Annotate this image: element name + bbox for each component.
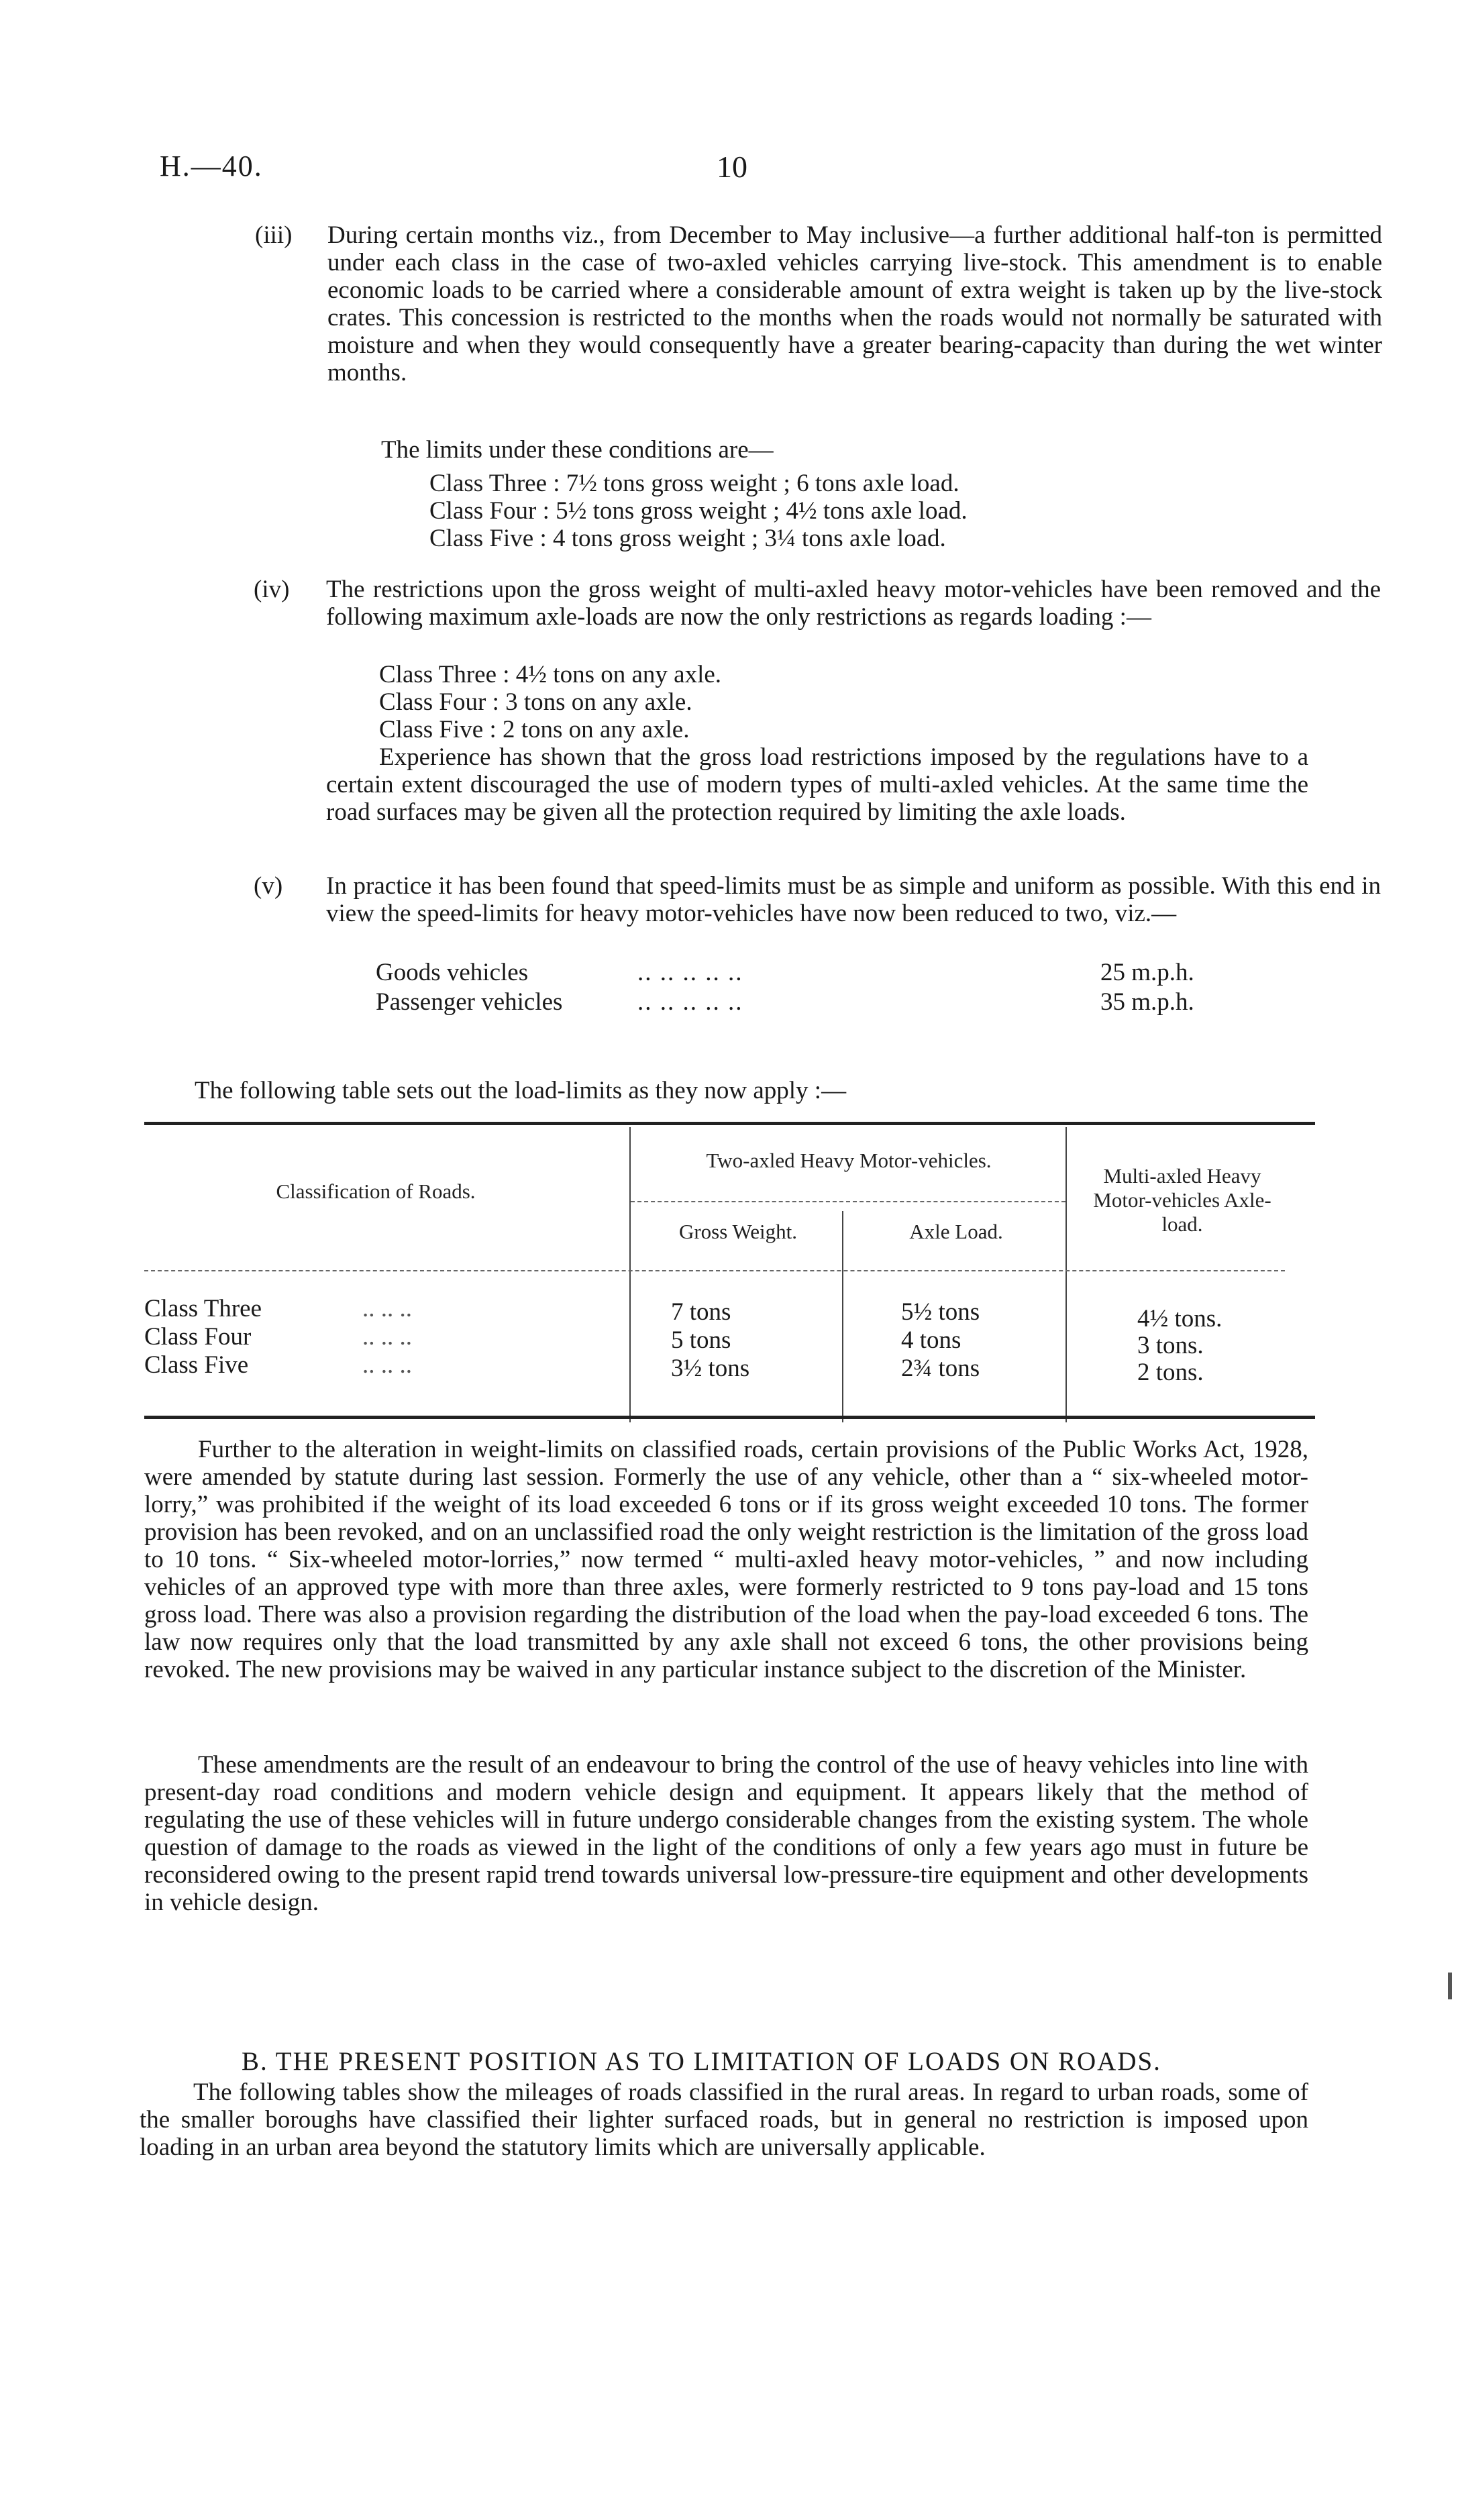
row-multi-axle: 2 tons.: [1137, 1359, 1204, 1386]
table-divider-vertical: [842, 1211, 843, 1422]
leader-dots: .. .. ..: [362, 1351, 412, 1379]
section-iii-number: (iii): [255, 221, 293, 249]
speed-limit-row: [376, 958, 1315, 988]
section-v-number: (v): [254, 872, 283, 900]
row-class: Class Four: [144, 1323, 252, 1351]
header-two-axled: Two-axled Heavy Motor-vehicles.: [706, 1149, 992, 1172]
section-iii-paragraph: [255, 221, 1382, 386]
speed-limit-label: Goods vehicles: [376, 959, 529, 986]
scan-edge-mark: [1448, 1973, 1452, 1999]
section-iv-text: The restrictions upon the gross weight of multi-axled heavy motor-vehicles have been removed and the following maximum axle-loads are now the only restrictions as regards loading :—: [326, 576, 1381, 631]
table-divider-vertical: [629, 1127, 631, 1422]
header-bottom-rule: [144, 1270, 1285, 1271]
header-classification: Classification of Roads.: [276, 1179, 476, 1203]
page-number: 10: [717, 150, 747, 184]
table-divider-vertical: [1065, 1127, 1067, 1422]
table-top-rule: [144, 1122, 1315, 1125]
row-multi-axle: 3 tons.: [1137, 1332, 1204, 1359]
table-intro: The following table sets out the load-limits as they now apply :—: [195, 1077, 847, 1104]
section-iv-experience: Experience has shown that the gross load restrictions imposed by the regulations have to a certain extent discouraged the use of modern types of multi-axled vehicles. At the same time the road surfaces may be given all the protection required by limiting the axle loads.: [326, 743, 1308, 826]
row-multi-axle: 4½ tons.: [1137, 1305, 1222, 1332]
leader-dots: .. .. .. .. ..: [637, 988, 743, 1016]
limit-line-class-four: Class Four : 5½ tons gross weight ; 4½ tons axle load.: [429, 497, 968, 525]
speed-limit-value: 35 m.p.h.: [1100, 988, 1194, 1016]
header-gross-weight: Gross Weight.: [678, 1220, 798, 1243]
paragraph-amendments: These amendments are the result of an endeavour to bring the control of the use of heavy vehicles into line with present-day road conditions and modern vehicle design and equipment. It appears likely that the method of regulating the use of these vehicles will in future undergo considerable changes from the existing system. The whole question of damage to the roads as viewed in the light of the conditions of only a few years ago must in future be reconsidered owing to the present rapid trend towards universal low-pressure-tire equipment and other developments in vehicle design.: [144, 1751, 1308, 1916]
header-sub-rule: [631, 1201, 1065, 1202]
section-b-paragraph: The following tables show the mileages of roads classified in the rural areas. In regard to urban roads, some of the smaller boroughs have classified their lighter surfaced roads, but in general no restriction is imposed upon loading in an urban area beyond the statutory limits which are universally applicable.: [140, 2079, 1308, 2161]
row-axle-load: 2¾ tons: [901, 1355, 980, 1382]
section-iv-number: (iv): [254, 576, 290, 603]
axle-limit-class-four: Class Four : 3 tons on any axle.: [379, 688, 692, 716]
row-gross-weight: 5 tons: [671, 1326, 731, 1354]
section-iii-intro: The limits under these conditions are—: [381, 436, 774, 464]
limit-line-class-five: Class Five : 4 tons gross weight ; 3¼ tons axle load.: [429, 525, 946, 552]
row-axle-load: 4 tons: [901, 1326, 961, 1354]
section-iv-paragraph: [254, 576, 1381, 631]
leader-dots: .. .. ..: [362, 1323, 412, 1351]
limit-line-class-three: Class Three : 7½ tons gross weight ; 6 tons axle load.: [429, 470, 959, 497]
speed-limit-row: [376, 988, 1315, 1017]
paragraph-public-works: Further to the alteration in weight-limits on classified roads, certain provisions of the Public Works Act, 1928, were amended by statute during last session. Formerly the use of any vehicle, other than a “ six-wheeled motor-lorry,” was prohibited if the weight of its load exceeded 6 tons or if its gross weight exceeded 10 tons. The former provision has been revoked, and on an unclassified road the only weight restriction is the limitation of the gross load to 10 tons. “ Six-wheeled motor-lorries,” now termed “ multi-axled heavy motor-vehicles, ” and now including vehicles of an approved type with more than three axles, were formerly restricted to 9 tons pay-load and 15 tons gross load. There was also a provision regarding the distribution of the load when the pay-load exceeded 6 tons. The law now requires only that the load transmitted by any axle shall not exceed 6 tons, the other provisions being revoked. The new provisions may be waived in any particular instance subject to the discretion of the Minister.: [144, 1436, 1308, 1683]
speed-limit-value: 25 m.p.h.: [1100, 959, 1194, 986]
axle-limit-class-five: Class Five : 2 tons on any axle.: [379, 716, 690, 743]
document-reference: H.—40.: [160, 150, 263, 182]
leader-dots: .. .. .. .. ..: [637, 959, 743, 986]
section-v-paragraph: [254, 872, 1381, 927]
row-gross-weight: 7 tons: [671, 1298, 731, 1326]
row-class: Class Five: [144, 1351, 249, 1379]
section-iii-text: During certain months viz., from December to May inclusive—a further additional half-ton is permitted under each class in the case of two-axled vehicles carrying live-stock. This amendment is to enable economic loads to be carried where a considerable amount of extra weight is taken up by the live-stock crates. This concession is restricted to the months when the roads would not normally be saturated with moisture and when they would consequently have a greater bearing-capacity than during the wet winter months.: [327, 221, 1382, 386]
leader-dots: .. .. ..: [362, 1295, 412, 1322]
row-gross-weight: 3½ tons: [671, 1355, 750, 1382]
axle-limit-class-three: Class Three : 4½ tons on any axle.: [379, 661, 722, 688]
section-v-text: In practice it has been found that speed-limits must be as simple and uniform as possible. With this end in view the speed-limits for heavy motor-vehicles have now been reduced to two, viz.—: [326, 872, 1381, 927]
row-axle-load: 5½ tons: [901, 1298, 980, 1326]
speed-limit-label: Passenger vehicles: [376, 988, 563, 1016]
header-multi-axled: Multi-axled Heavy Motor-vehicles Axle-load.: [1093, 1164, 1271, 1236]
table-bottom-rule: [144, 1416, 1315, 1419]
row-class: Class Three: [144, 1295, 262, 1322]
header-axle-load: Axle Load.: [909, 1220, 1003, 1243]
section-b-title: B. THE PRESENT POSITION AS TO LIMITATION OF LOADS ON ROADS.: [242, 2047, 1161, 2076]
